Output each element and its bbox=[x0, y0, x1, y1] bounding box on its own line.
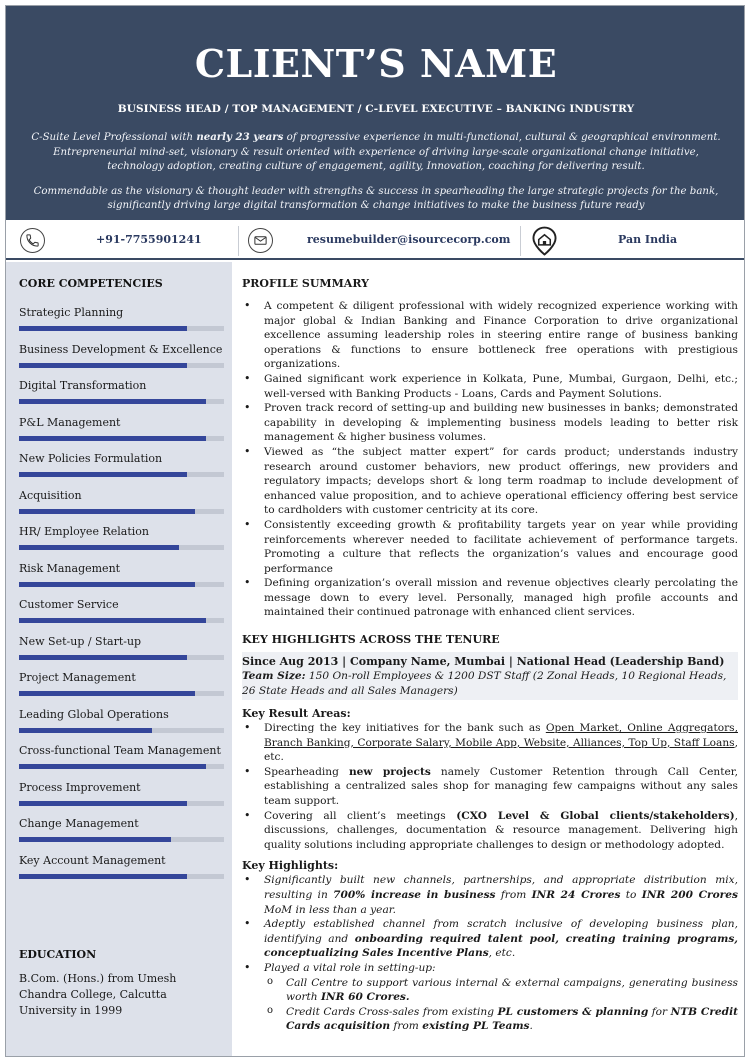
competency-bar-fill bbox=[19, 691, 195, 696]
competency-item bbox=[19, 708, 224, 721]
envelope-icon bbox=[248, 228, 273, 253]
list-item: • Adeptly established channel from scratch inclusive of developing business plan, identifying and onboarding required talent pool, creating training programs, conceptualizing Sales Incentive Plans, etc. bbox=[242, 917, 738, 961]
competency-bar-fill bbox=[19, 764, 206, 769]
competency-item bbox=[19, 671, 224, 684]
competency-bar-fill bbox=[19, 399, 206, 404]
competency-item bbox=[19, 452, 224, 465]
competency-label: Change Management bbox=[19, 817, 139, 830]
competency-item bbox=[19, 306, 224, 319]
competency-item bbox=[19, 343, 224, 356]
competency-label: Cross-functional Team Management bbox=[19, 744, 221, 757]
competency-bar-fill bbox=[19, 363, 187, 368]
competency-item bbox=[19, 817, 224, 830]
list-item: • A competent & diligent professional with widely recognized experience working with major global & Indian Banking and Finance Corporation to drive organizational excellence assuming leadership roles in steering entire range of business banking operations & functions to ensure bottleneck free operations with prestigious organizations. bbox=[242, 299, 738, 372]
competency-bar bbox=[19, 545, 224, 550]
competency-bar bbox=[19, 874, 224, 879]
key-highlights-title: Key Highlights: bbox=[242, 859, 339, 873]
competency-bar bbox=[19, 326, 224, 331]
competency-bar bbox=[19, 509, 224, 514]
main-content bbox=[242, 262, 738, 1034]
competency-bar-fill bbox=[19, 837, 171, 842]
competency-item bbox=[19, 598, 224, 611]
list-item: • Gained significant work experience in Kolkata, Pune, Mumbai, Gurgaon, Delhi, etc.; well-versed with Banking Products - Loans, Cards and Payment Solutions. bbox=[242, 372, 738, 401]
competency-bar bbox=[19, 363, 224, 368]
kra-bullets bbox=[242, 721, 738, 852]
team-size: Team Size: 150 On-roll Employees & 1200 DST Staff (2 Zonal Heads, 10 Regional Heads, 26 State Heads and all Sales Managers) bbox=[242, 670, 727, 697]
phone-number[interactable]: +91-7755901241 bbox=[96, 233, 202, 246]
competency-bar bbox=[19, 472, 224, 477]
competency-label: Business Development & Excellence bbox=[19, 342, 223, 356]
competency-label: Project Management bbox=[19, 671, 136, 684]
profile-summary-title: PROFILE SUMMARY bbox=[242, 277, 369, 290]
list-item: • Significantly built new channels, partnerships, and appropriate distribution mix, resulting in 700% increase in business from INR 24 Crores to INR 200 Crores MoM in less than a year. bbox=[242, 873, 738, 917]
competency-bar-fill bbox=[19, 618, 206, 623]
contact-divider bbox=[520, 226, 521, 256]
competency-bar bbox=[19, 837, 224, 842]
competency-bar-fill bbox=[19, 874, 187, 879]
intro-summary: C-Suite Level Professional with nearly 23 years of progressive experience in multi-functional, cultural & geographical environment. Entrepreneurial mind-set, visionary & result oriented with experience of driving large-scale organizational change initiative, technology adoption, creating culture of engagement, agility, Innovation, coaching for delivering result. bbox=[31, 131, 721, 172]
phone-icon bbox=[20, 228, 45, 253]
competency-item bbox=[19, 525, 224, 538]
competency-item bbox=[19, 781, 224, 794]
list-item: • Spearheading new projects namely Customer Retention through Call Center, establishing a centralized sales shop for managing few campaigns without any sales team support. bbox=[242, 765, 738, 809]
competency-label: Strategic Planning bbox=[19, 306, 124, 319]
competency-bar-fill bbox=[19, 728, 152, 733]
list-item: o Credit Cards Cross-sales from existing PL customers & planning for NTB Credit Cards acquisition from existing PL Teams. bbox=[264, 1005, 738, 1034]
list-item: • Played a vital role in setting-up: o Call Centre to support various internal & external campaigns, generating business worth INR 60 Crores. o Credit Cards Cross-sales from existing PL customers & planning for NTB Credit Cards acquisition from existing PL Teams. bbox=[242, 961, 738, 1034]
contact-divider bbox=[238, 226, 239, 256]
competency-label: Digital Transformation bbox=[19, 379, 147, 392]
competency-bar-fill bbox=[19, 801, 187, 806]
competency-bar bbox=[19, 399, 224, 404]
list-item: • Covering all client’s meetings (CXO Level & Global clients/stakeholders), discussions, challenges, documentation & resource management. Delivering high quality solutions including appropriate challenges to design or methodology adopted. bbox=[242, 809, 738, 853]
competency-label: P&L Management bbox=[19, 415, 121, 429]
competency-label: Leading Global Operations bbox=[19, 707, 169, 721]
competency-item bbox=[19, 562, 224, 575]
list-item: • Consistently exceeding growth & profitability targets year on year while providing reinforcements wherever needed to facilitate achievement of performance targets. Promoting a culture that reflects the organization’s values and encourage good performance bbox=[242, 518, 738, 576]
competency-label: Key Account Management bbox=[19, 853, 166, 867]
competencies-title: CORE COMPETENCIES bbox=[19, 277, 163, 290]
education-title: EDUCATION bbox=[19, 948, 97, 961]
competency-item bbox=[19, 635, 224, 648]
competency-label: Risk Management bbox=[19, 561, 121, 575]
intro-summary-2: Commendable as the visionary & thought leader with strengths & success in spearheading the large strategic projects for the bank, significantly driving large digital transformation & change initiatives to make the business future ready bbox=[33, 185, 719, 211]
kra-title: Key Result Areas: bbox=[242, 707, 351, 721]
competency-item bbox=[19, 416, 224, 429]
list-item: • Proven track record of setting-up and building new businesses in banks; demonstrated capability in developing & implementing business models leading to better risk management & higher business volumes. bbox=[242, 401, 738, 445]
competency-bar-fill bbox=[19, 582, 195, 587]
competency-bar-fill bbox=[19, 472, 187, 477]
job-line: Since Aug 2013 | Company Name, Mumbai | National Head (Leadership Band) bbox=[242, 655, 725, 669]
competency-bar bbox=[19, 728, 224, 733]
competency-label: Customer Service bbox=[19, 598, 119, 611]
home-pin-icon bbox=[532, 228, 557, 253]
highlights-title: KEY HIGHLIGHTS ACROSS THE TENURE bbox=[242, 633, 500, 647]
competency-item bbox=[19, 854, 224, 867]
profile-bullets bbox=[242, 299, 738, 620]
competency-item bbox=[19, 744, 224, 757]
contact-bar bbox=[6, 220, 745, 260]
list-item: • Viewed as “the subject matter expert” for cards product; understands industry research around customer behaviors, new product offerings, new providers and regulatory impacts; develops short & long term roadmap to include development of enhanced value proposition, and to achieve operational efficiency offering best service to cardholders with customer centricity at its core. bbox=[242, 445, 738, 518]
setup-sublist bbox=[264, 976, 738, 1034]
competency-label: Process Improvement bbox=[19, 780, 141, 794]
email-address[interactable]: resumebuilder@isourcecorp.com bbox=[307, 233, 511, 246]
competency-label: Acquisition bbox=[19, 488, 82, 502]
competency-bar-fill bbox=[19, 509, 195, 514]
competency-bar-fill bbox=[19, 326, 187, 331]
left-sidebar bbox=[6, 262, 232, 1057]
competency-bar bbox=[19, 801, 224, 806]
location-text: Pan India bbox=[618, 233, 678, 246]
competency-bar bbox=[19, 582, 224, 587]
header-banner bbox=[6, 6, 745, 220]
competency-label: New Set-up / Start-up bbox=[19, 634, 142, 648]
key-highlights-bullets bbox=[242, 873, 738, 1034]
competency-item bbox=[19, 379, 224, 392]
competency-bar bbox=[19, 691, 224, 696]
competency-bar bbox=[19, 618, 224, 623]
list-item: o Call Centre to support various internal & external campaigns, generating business worth INR 60 Crores. bbox=[264, 976, 738, 1005]
job-block bbox=[242, 652, 738, 700]
competency-bar bbox=[19, 436, 224, 441]
competency-item bbox=[19, 489, 224, 502]
resume-page bbox=[5, 5, 745, 1057]
competency-bar-fill bbox=[19, 655, 187, 660]
competency-bar bbox=[19, 764, 224, 769]
competency-bar-fill bbox=[19, 545, 179, 550]
client-name: CLIENT’S NAME bbox=[194, 41, 558, 86]
list-item: • Defining organization’s overall mission and revenue objectives clearly percolating the message down to every level. Personally, managed high profile accounts and maintained their continued patronage with enhanced client services. bbox=[242, 576, 738, 620]
job-tagline: BUSINESS HEAD / TOP MANAGEMENT / C-LEVEL EXECUTIVE – BANKING INDUSTRY bbox=[117, 103, 635, 115]
list-item: • Directing the key initiatives for the bank such as Open Market, Online Aggregators, Branch Banking, Corporate Salary, Mobile App, Website, Alliances, Top Up, Staff Loans, etc. bbox=[242, 721, 738, 765]
competency-bar-fill bbox=[19, 436, 206, 441]
competency-bar bbox=[19, 655, 224, 660]
competency-label: New Policies Formulation bbox=[19, 452, 163, 465]
education-text: B.Com. (Hons.) from Umesh Chandra College, Calcutta University in 1999 bbox=[19, 972, 177, 1017]
competency-label: HR/ Employee Relation bbox=[19, 525, 149, 538]
